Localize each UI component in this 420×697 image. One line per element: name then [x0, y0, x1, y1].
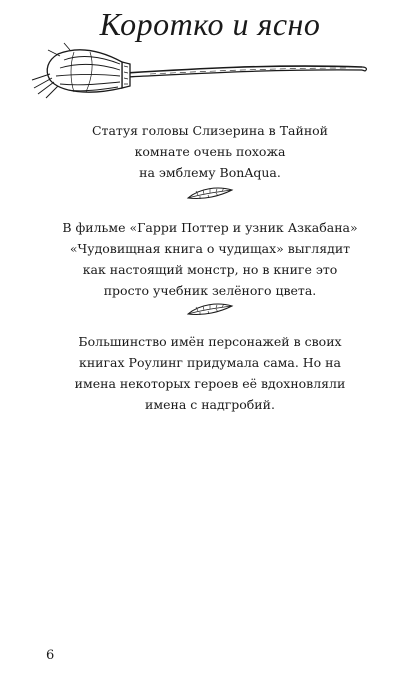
fact-line: «Чудовищная книга о чудищах» выглядит	[69, 241, 351, 256]
fact-line: на эмблему BonAqua.	[139, 165, 281, 180]
fact-paragraph-1	[40, 120, 380, 183]
fact-line: имена некоторых героев её вдохновляли	[74, 376, 346, 391]
fact-paragraph-3	[40, 331, 380, 415]
fact-line: Статуя головы Слизерина в Тайной	[91, 123, 329, 138]
broom-icon	[30, 40, 370, 100]
page-title: Коротко и ясно	[99, 6, 321, 42]
fact-line: как настоящий монстр, но в книге это	[82, 262, 338, 277]
fact-line: просто учебник зелёного цвета.	[103, 283, 317, 298]
fact-line: книгах Роулинг придумала сама. Но на	[79, 355, 341, 370]
fact-line: комнате очень похожа	[134, 144, 286, 159]
fact-line: имена с надгробий.	[145, 397, 275, 412]
fact-paragraph-2	[40, 217, 380, 301]
feather-icon	[186, 186, 234, 202]
fact-line: Большинство имён персонажей в своих	[78, 334, 342, 349]
page-number: 6	[46, 648, 55, 663]
fact-line: В фильме «Гарри Поттер и узник Азкабана»	[62, 220, 358, 235]
feather-icon	[186, 302, 234, 318]
